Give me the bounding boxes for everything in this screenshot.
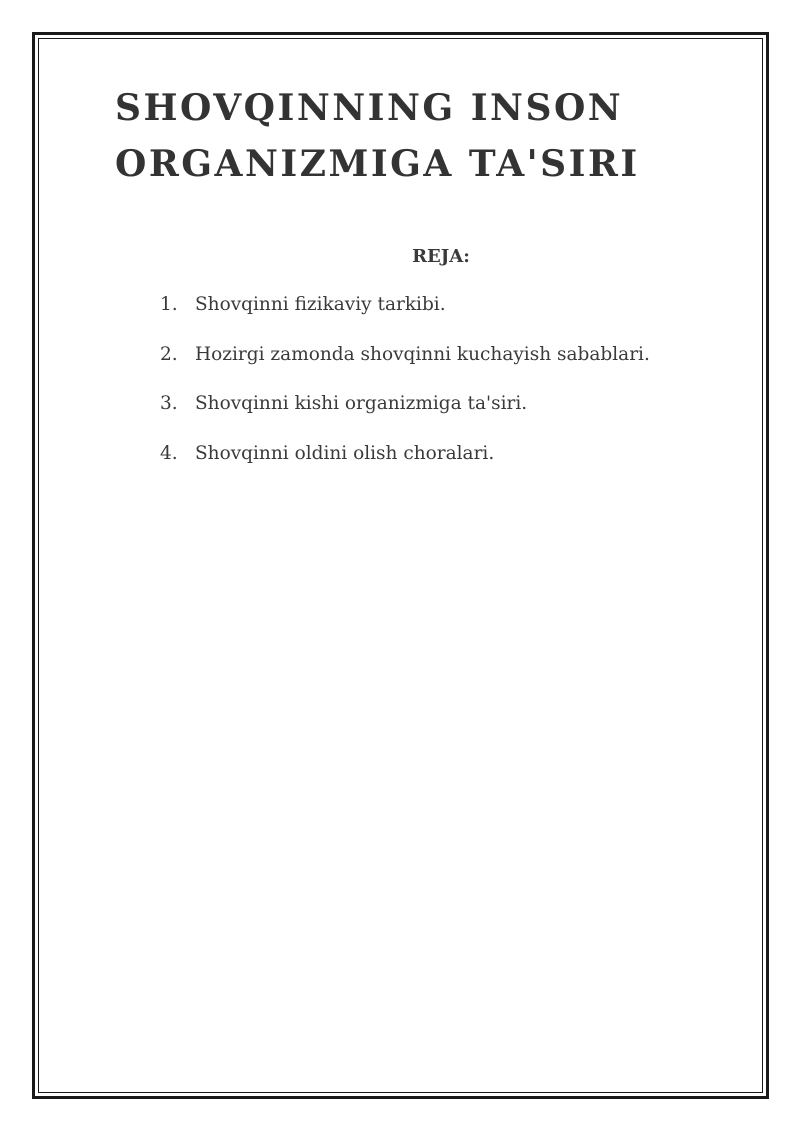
document-title [115,80,755,192]
plan-item-number: 2. [160,343,178,365]
plan-item-number: 1. [160,294,178,315]
plan-item-1 [160,292,650,318]
plan-item-text: Shovqinni oldini olish choralari. [195,442,495,464]
plan-list [160,292,650,490]
page-border-inner [38,38,763,1093]
title-line-2: ORGANIZMIGA TA'SIRI [115,143,640,185]
plan-item-number: 3. [160,393,178,414]
plan-item-4 [160,441,650,467]
plan-item-2 [160,342,650,368]
plan-item-number: 4. [160,442,178,464]
plan-item-text: Shovqinni kishi organizmiga ta'siri. [195,393,528,414]
plan-item-text: Shovqinni fizikaviy tarkibi. [195,294,446,315]
page-border [32,32,769,1099]
plan-heading: REJA: [412,246,470,267]
plan-item-text: Hozirgi zamonda shovqinni kuchayish sabablari. [195,343,650,365]
plan-item-3 [160,391,650,417]
title-line-1: SHOVQINNING INSON [115,87,624,129]
